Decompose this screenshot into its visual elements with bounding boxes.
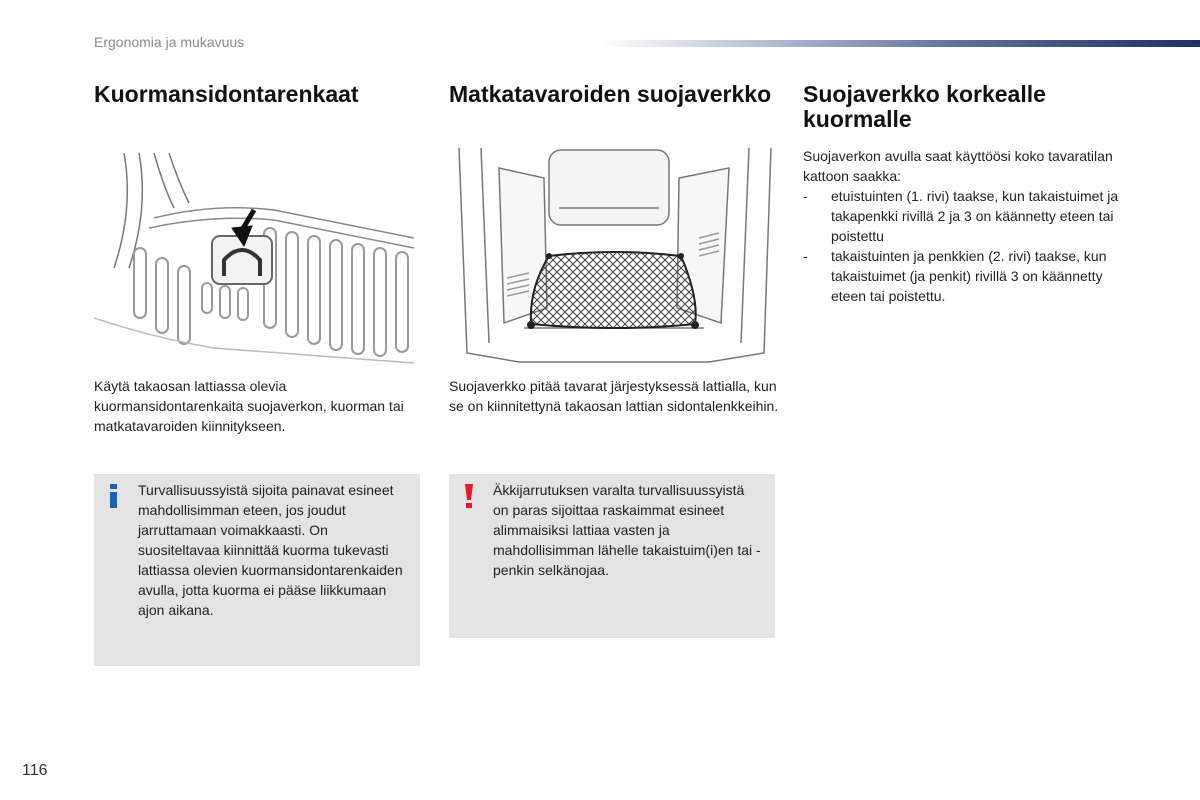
info-icon (106, 480, 122, 510)
header-gradient-bar (600, 40, 1200, 47)
right-title: Suojaverkko korkealle kuormalle (803, 81, 1046, 132)
middle-title: Matkatavaroiden suojaverkko (449, 81, 772, 107)
warning-icon (461, 480, 477, 510)
list-item: - takaistuinten ja penkkien (2. rivi) taakse, kun takaistuimet (ja penkit) rivillä 3 on käännetty eteen tai poistettu. (803, 248, 1107, 304)
cargo-net-illustration (449, 148, 775, 366)
page-number: 116 (22, 762, 48, 779)
warning-note-box (449, 474, 775, 638)
tie-down-ring-illustration (94, 148, 420, 366)
middle-caption: Suojaverkko pitää tavarat järjestyksessä lattialla, kun se on kiinnitettynä takaosan lattian sidontalenkkeihin. (449, 378, 779, 414)
left-caption: Käytä takaosan lattiassa olevia kuormansidontarenkaita suojaverkon, kuorman tai matkatavaroiden kiinnitykseen. (94, 378, 404, 434)
bullet-text: takaistuinten ja penkkien (2. rivi) taakse, kun takaistuimet (ja penkit) rivillä 3 on käännetty eteen tai poistettu. (831, 248, 1107, 304)
left-title: Kuormansidontarenkaat (94, 81, 359, 107)
info-note-text: Turvallisuussyistä sijoita painavat esineet mahdollisimman eteen, jos joudut jarruttamaan voimakkaasti. On suositeltavaa kiinnittää kuorma tukevasti lattiassa olevien kuormansidontarenkaiden avulla, jotta kuorma ei pääse liikkumaan ajon aikana. (138, 482, 403, 618)
middle-column (449, 82, 779, 107)
list-item: - etuistuinten (1. rivi) taakse, kun takaistuimet ja takapenkki rivillä 2 ja 3 on käännetty eteen tai poistettu (803, 188, 1119, 244)
left-column (94, 82, 424, 107)
bullet-text: etuistuinten (1. rivi) taakse, kun takaistuimet ja takapenkki rivillä 2 ja 3 on käännetty eteen tai poistettu (831, 188, 1119, 244)
right-intro: Suojaverkon avulla saat käyttöösi koko tavaratilan kattoon saakka: (803, 148, 1113, 184)
section-header: Ergonomia ja mukavuus (94, 34, 245, 50)
right-column (803, 82, 1133, 132)
info-note-box (94, 474, 420, 666)
warning-note-text: Äkkijarrutuksen varalta turvallisuussyistä on paras sijoittaa raskaimmat esineet alimmaisiksi lattiaa vasten ja mahdollisimman lähelle takaistuim(i)en tai -penkin selkänojaa. (493, 482, 761, 578)
right-bullet-list (803, 186, 1133, 306)
